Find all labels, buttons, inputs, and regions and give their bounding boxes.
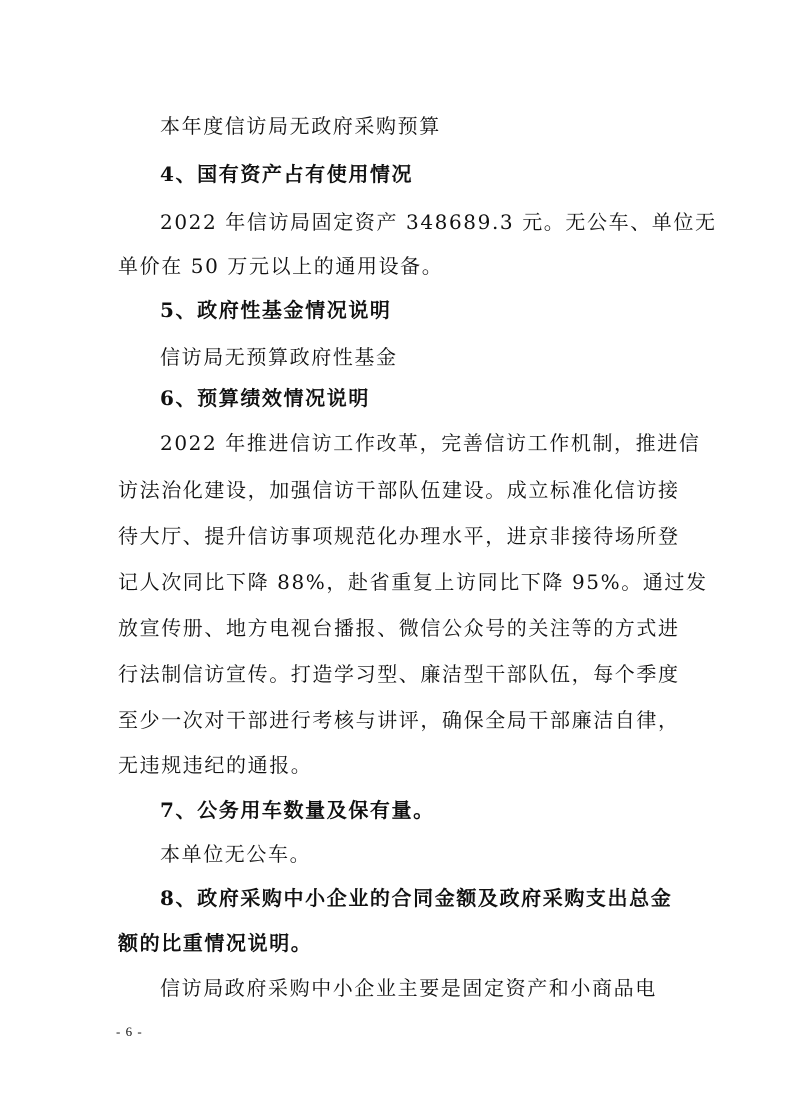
heading-official-vehicles: 7、公务用车数量及保有量。	[160, 798, 435, 822]
paragraph-performance-line-4: 记人次同比下降 88%，赴省重复上访同比下降 95%。通过发	[118, 570, 708, 594]
heading-state-assets: 4、国有资产占有使用情况	[160, 162, 414, 186]
paragraph-performance-line-5: 放宣传册、地方电视台播报、微信公众号的关注等的方式进	[118, 616, 680, 640]
paragraph-performance-line-7: 至少一次对干部进行考核与讲评，确保全局干部廉洁自律，	[118, 708, 680, 732]
paragraph-performance-line-2: 访法治化建设，加强信访干部队伍建设。成立标准化信访接	[118, 478, 680, 502]
paragraph-government-fund: 信访局无预算政府性基金	[160, 345, 398, 369]
heading-government-fund: 5、政府性基金情况说明	[160, 298, 392, 322]
paragraph-fixed-assets-line-1: 2022 年信访局固定资产 348689.3 元。无公车、单位无	[160, 210, 717, 234]
paragraph-performance-line-8: 无违规违纪的通报。	[118, 753, 313, 777]
paragraph-performance-line-6: 行法制信访宣传。打造学习型、廉洁型干部队伍，每个季度	[118, 662, 680, 686]
heading-sme-procurement-line-1: 8、政府采购中小企业的合同金额及政府采购支出总金	[160, 886, 673, 910]
paragraph-procurement-budget: 本年度信访局无政府采购预算	[160, 114, 441, 138]
paragraph-fixed-assets-line-2: 单价在 50 万元以上的通用设备。	[118, 254, 444, 278]
heading-sme-procurement-line-2: 额的比重情况说明。	[118, 931, 313, 955]
page-number: - 6 -	[116, 1024, 143, 1039]
paragraph-performance-line-3: 待大厅、提升信访事项规范化办理水平，进京非接待场所登	[118, 524, 680, 548]
paragraph-performance-line-1: 2022 年推进信访工作改革，完善信访工作机制，推进信	[160, 431, 701, 455]
paragraph-official-vehicles: 本单位无公车。	[160, 842, 312, 866]
heading-performance: 6、预算绩效情况说明	[160, 386, 370, 410]
paragraph-sme-procurement: 信访局政府采购中小企业主要是固定资产和小商品电	[160, 976, 657, 1000]
